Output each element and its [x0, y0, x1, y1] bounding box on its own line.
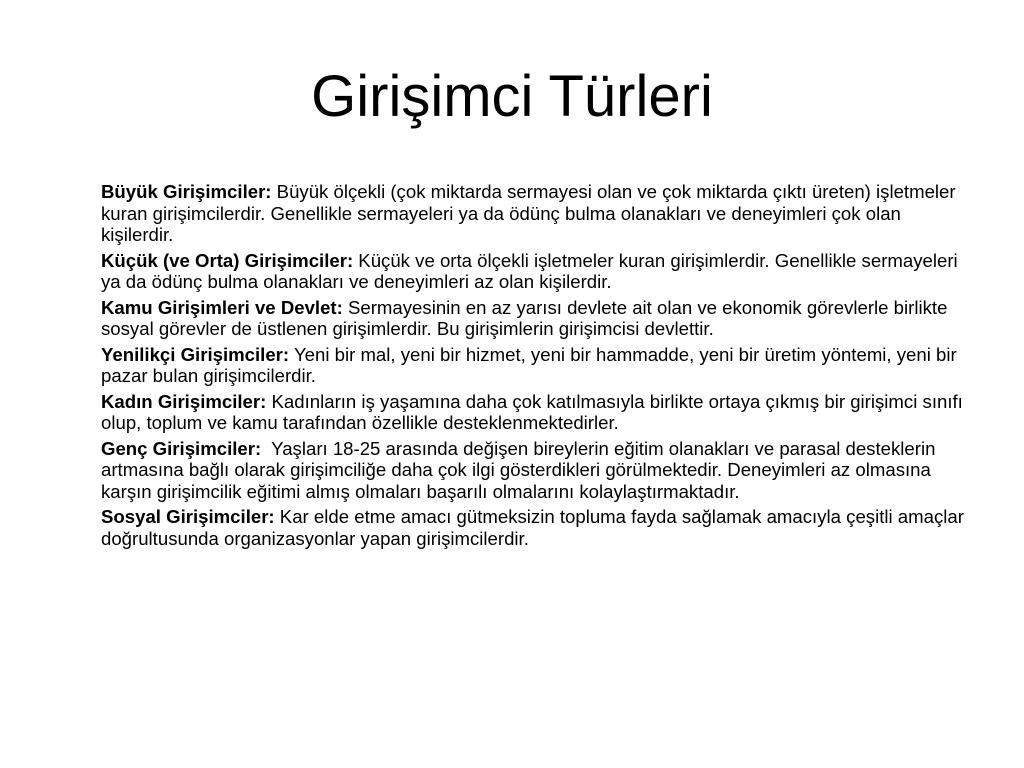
entry-term: Yenilikçi Girişimciler: — [101, 343, 290, 365]
entry-description: Büyük ölçekli (çok miktarda sermayesi olan ve çok miktarda çıktı üreten) işletmeler kuran girişimcilerdir. Genellikle sermayeleri ya da ödünç bulma olanakları ve deneyimleri çok olan kişilerdir. — [101, 181, 961, 245]
list-item-genc-girisimciler — [101, 438, 973, 503]
list-item-sosyal-girisimciler — [101, 506, 973, 549]
entry-description: Kar elde etme amacı gütmeksizin topluma fayda sağlamak amacıyla çeşitli amaçlar doğrultusunda organizasyonlar yapan girişimcilerdir. — [101, 506, 970, 549]
entry-term: Kamu Girişimleri ve Devlet: — [101, 296, 343, 318]
entry-term: Büyük Girişimciler: — [101, 181, 272, 202]
entry-term: Sosyal Girişimciler: — [101, 506, 275, 527]
entry-description: Kadınların iş yaşamına daha çok katılmasıyla birlikte ortaya çıkmış bir girişimci sınıfı olup, toplum ve kamu tarafından özellikle desteklenmektedirler. — [101, 390, 968, 433]
entry-description: Yeni bir mal, yeni bir hizmet, yeni bir hammadde, yeni bir üretim yöntemi, yeni bir pazar bulan girişimcilerdir. — [101, 343, 962, 386]
list-item-kadin-girisimciler — [101, 391, 973, 434]
entry-term: Kadın Girişimciler: — [101, 390, 267, 412]
entry-term: Küçük (ve Orta) Girişimciler: — [101, 249, 354, 271]
list-item-yenilikci-girisimciler — [101, 344, 973, 387]
entry-description: Küçük ve orta ölçekli işletmeler kuran girişimlerdir. Genellikle sermayeleri ya da ödünç bulma olanakları ve deneyimleri az olan kişilerdir. — [101, 249, 963, 292]
list-item-buyuk-girisimciler — [101, 181, 973, 246]
entry-term: Genç Girişimciler: — [101, 437, 262, 459]
entry-description: Sermayesinin en az yarısı devlete ait olan ve ekonomik görevlerle birlikte sosyal görevler de üstlenen girişimlerdir. Bu girişimlerin girişimcisi devlettir. — [101, 296, 953, 339]
entrepreneur-types-list — [101, 181, 973, 553]
list-item-kucuk-orta-girisimciler — [101, 250, 973, 293]
entry-description: Yaşları 18-25 arasında değişen bireylerin eğitim olanakları ve parasal desteklerin artmasına bağlı olarak girişimciliğe daha çok ilgi gösterdikleri görülmektedir. Deneyimleri az olmasına karşın girişimcilik eğitimi almış olmaları başarılı olmalarını kolaylaştırmaktadır. — [101, 437, 941, 502]
slide-title: Girişimci Türleri — [311, 64, 713, 129]
list-item-kamu-girisimleri — [101, 297, 973, 340]
